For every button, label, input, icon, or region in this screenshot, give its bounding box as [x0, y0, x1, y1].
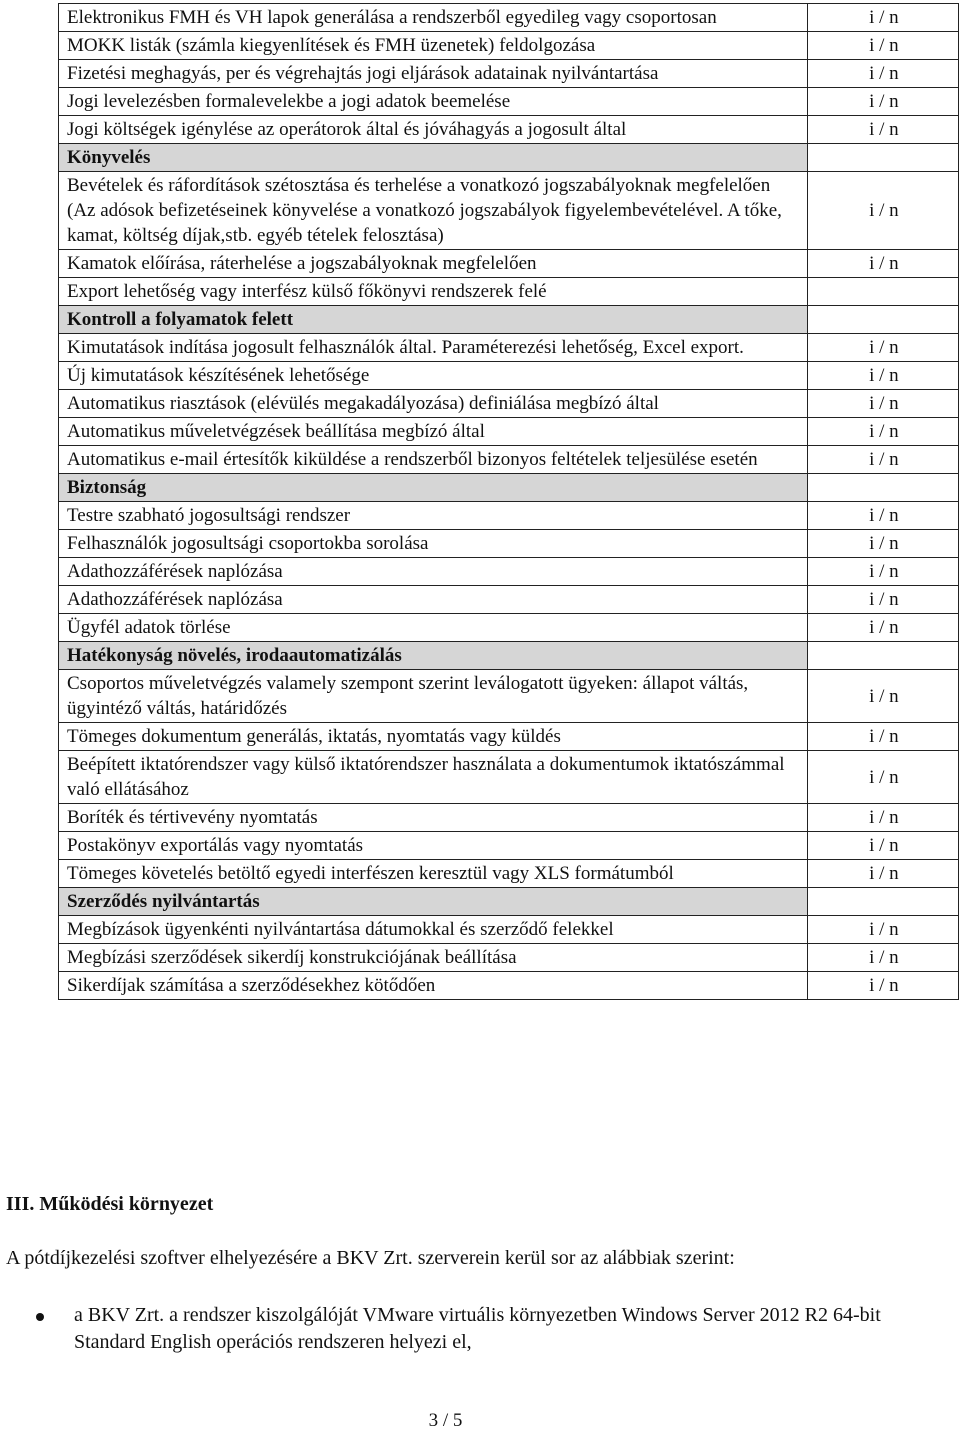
- requirement-text: MOKK listák (számla kiegyenlítések és FMH üzenetek) feldolgozása: [59, 32, 808, 60]
- requirement-value: i / n: [807, 88, 958, 116]
- table-row: [59, 614, 959, 642]
- table-row: [59, 116, 959, 144]
- requirement-value: i / n: [807, 32, 958, 60]
- requirement-value: [807, 888, 958, 916]
- requirement-text: Testre szabható jogosultsági rendszer: [59, 502, 808, 530]
- table-row: [59, 4, 959, 32]
- requirement-value: i / n: [807, 670, 958, 723]
- section-title: Biztonság: [59, 474, 808, 502]
- section-heading: III. Működési környezet: [6, 1193, 214, 1215]
- requirement-value: i / n: [807, 116, 958, 144]
- requirement-value: i / n: [807, 60, 958, 88]
- requirement-text: Kimutatások indítása jogosult felhasználók által. Paraméterezési lehetőség, Excel export.: [59, 334, 808, 362]
- section-title: Könyvelés: [59, 144, 808, 172]
- section-row: [59, 888, 959, 916]
- requirement-text: Felhasználók jogosultsági csoportokba sorolása: [59, 530, 808, 558]
- requirement-value: i / n: [807, 586, 958, 614]
- requirement-value: i / n: [807, 558, 958, 586]
- requirement-value: i / n: [807, 390, 958, 418]
- requirements-table-body: [59, 4, 959, 1000]
- table-row: [59, 751, 959, 804]
- requirement-value: i / n: [807, 832, 958, 860]
- requirement-text: Boríték és tértivevény nyomtatás: [59, 804, 808, 832]
- table-row: [59, 250, 959, 278]
- requirement-text: Automatikus riasztások (elévülés megakadályozása) definiálása megbízó által: [59, 390, 808, 418]
- list-item-text: a BKV Zrt. a rendszer kiszolgálóját VMware virtuális környezetben Windows Server 2012 R2 64-bit Standard English operációs rendszeren helyezi el,: [74, 1304, 881, 1353]
- requirement-value: i / n: [807, 944, 958, 972]
- requirement-value: [807, 642, 958, 670]
- requirement-value: i / n: [807, 751, 958, 804]
- requirement-value: i / n: [807, 916, 958, 944]
- table-row: [59, 804, 959, 832]
- requirement-text: Megbízások ügyenkénti nyilvántartása dátumokkal és szerződő felekkel: [59, 916, 808, 944]
- requirement-value: i / n: [807, 804, 958, 832]
- requirement-text: Megbízási szerződések sikerdíj konstrukciójának beállítása: [59, 944, 808, 972]
- requirement-value: [807, 278, 958, 306]
- section-row: [59, 144, 959, 172]
- table-row: [59, 390, 959, 418]
- requirement-text: Export lehetőség vagy interfész külső főkönyvi rendszerek felé: [59, 278, 808, 306]
- section-title: Kontroll a folyamatok felett: [59, 306, 808, 334]
- requirement-value: i / n: [807, 418, 958, 446]
- table-row: [59, 60, 959, 88]
- requirement-value: i / n: [807, 860, 958, 888]
- table-row: [59, 916, 959, 944]
- table-row: [59, 418, 959, 446]
- requirement-value: i / n: [807, 446, 958, 474]
- requirement-text: Beépített iktatórendszer vagy külső iktatórendszer használata a dokumentumok iktatószámmal való ellátásához: [59, 751, 808, 804]
- requirement-text: Jogi költségek igénylése az operátorok által és jóváhagyás a jogosult által: [59, 116, 808, 144]
- table-row: [59, 88, 959, 116]
- table-row: [59, 446, 959, 474]
- table-row: [59, 670, 959, 723]
- requirement-text: Jogi levelezésben formalevelekbe a jogi adatok beemelése: [59, 88, 808, 116]
- table-row: [59, 278, 959, 306]
- requirement-text: Tömeges követelés betöltő egyedi interfészen keresztül vagy XLS formátumból: [59, 860, 808, 888]
- table-row: [59, 558, 959, 586]
- requirement-text: Sikerdíjak számítása a szerződésekhez kötődően: [59, 972, 808, 1000]
- requirement-text: Csoportos műveletvégzés valamely szempont szerint leválogatott ügyeken: állapot váltás, ügyintéző váltás, határidőzés: [59, 670, 808, 723]
- requirement-text: Automatikus e-mail értesítők kiküldése a rendszerből bizonyos feltételek teljesülése esetén: [59, 446, 808, 474]
- requirement-text: Ügyfél adatok törlése: [59, 614, 808, 642]
- requirement-value: i / n: [807, 362, 958, 390]
- requirement-value: [807, 474, 958, 502]
- requirement-value: i / n: [807, 614, 958, 642]
- section-row: [59, 306, 959, 334]
- requirement-value: [807, 306, 958, 334]
- requirement-text: Elektronikus FMH és VH lapok generálása a rendszerből egyedileg vagy csoportosan: [59, 4, 808, 32]
- table-row: [59, 32, 959, 60]
- table-row: [59, 530, 959, 558]
- requirement-value: i / n: [807, 502, 958, 530]
- table-row: [59, 944, 959, 972]
- page-number: 3 / 5: [428, 1410, 463, 1431]
- table-row: [59, 832, 959, 860]
- section-row: [59, 642, 959, 670]
- bullet-icon: [36, 1313, 44, 1321]
- list-item: [6, 1302, 936, 1356]
- table-row: [59, 172, 959, 250]
- requirement-text: Bevételek és ráfordítások szétosztása és terhelése a vonatkozó jogszabályoknak megfelelően (Az adósok befizetéseinek könyvelése a vonatkozó jogszabályok figyelembevételével. A tőke, kamat, költség díjak,stb. egyéb tételek felosztása): [59, 172, 808, 250]
- requirement-value: i / n: [807, 4, 958, 32]
- table-row: [59, 723, 959, 751]
- table-row: [59, 860, 959, 888]
- requirements-table: [58, 3, 959, 1000]
- requirement-value: i / n: [807, 530, 958, 558]
- section-row: [59, 474, 959, 502]
- requirement-text: Adathozzáférések naplózása: [59, 586, 808, 614]
- requirement-text: Új kimutatások készítésének lehetősége: [59, 362, 808, 390]
- requirement-value: i / n: [807, 334, 958, 362]
- requirement-text: Postakönyv exportálás vagy nyomtatás: [59, 832, 808, 860]
- requirement-text: Tömeges dokumentum generálás, iktatás, nyomtatás vagy küldés: [59, 723, 808, 751]
- intro-paragraph: A pótdíjkezelési szoftver elhelyezésére a BKV Zrt. szerverein kerül sor az alábbiak szerint:: [6, 1247, 735, 1269]
- table-row: [59, 972, 959, 1000]
- requirement-text: Fizetési meghagyás, per és végrehajtás jogi eljárások adatainak nyilvántartása: [59, 60, 808, 88]
- bullet-list: [6, 1302, 936, 1356]
- table-row: [59, 502, 959, 530]
- table-row: [59, 362, 959, 390]
- table-row: [59, 586, 959, 614]
- requirement-text: Adathozzáférések naplózása: [59, 558, 808, 586]
- section-title: Hatékonyság növelés, irodaautomatizálás: [59, 642, 808, 670]
- section-title: Szerződés nyilvántartás: [59, 888, 808, 916]
- requirement-value: i / n: [807, 723, 958, 751]
- requirement-value: [807, 144, 958, 172]
- requirement-value: i / n: [807, 172, 958, 250]
- requirement-text: Kamatok előírása, ráterhelése a jogszabályoknak megfelelően: [59, 250, 808, 278]
- requirement-text: Automatikus műveletvégzések beállítása megbízó által: [59, 418, 808, 446]
- table-row: [59, 334, 959, 362]
- requirement-value: i / n: [807, 972, 958, 1000]
- requirement-value: i / n: [807, 250, 958, 278]
